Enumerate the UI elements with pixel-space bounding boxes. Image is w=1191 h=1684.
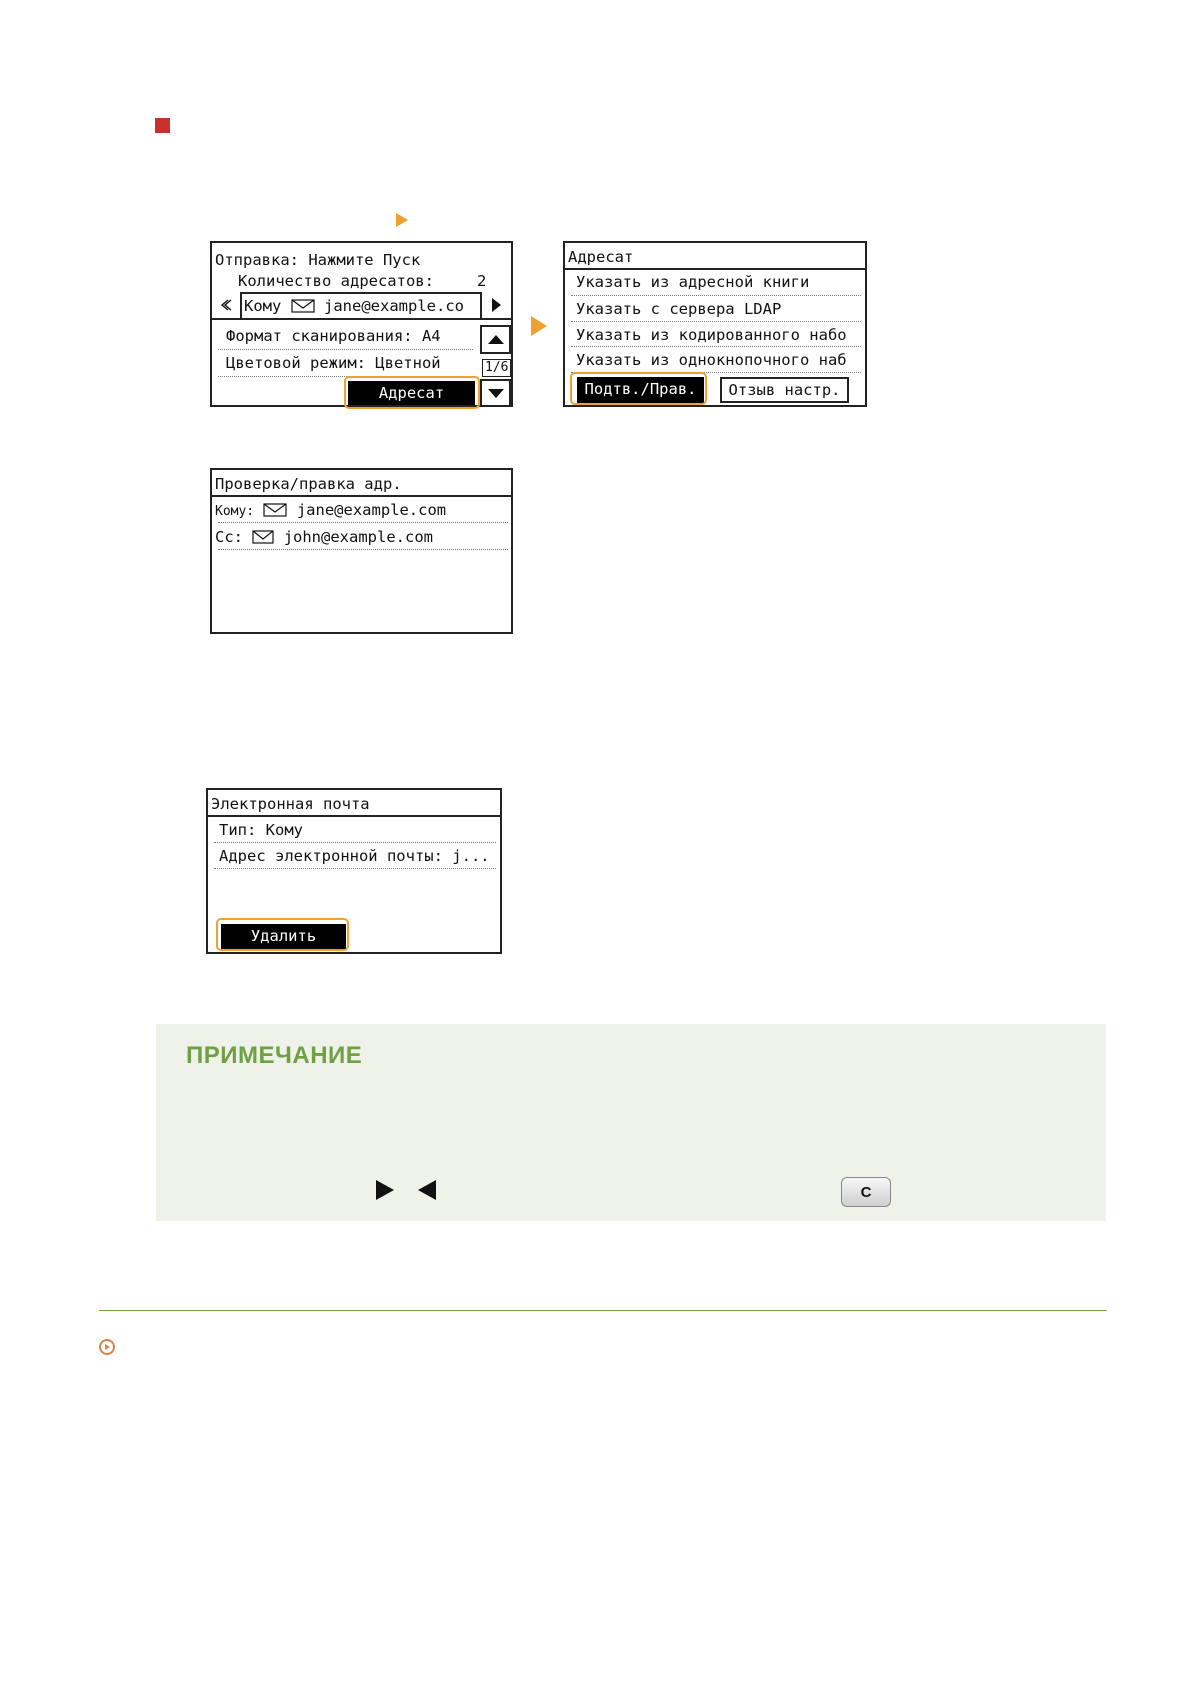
coded-dial-option[interactable]: Указать из кодированного набо — [576, 326, 847, 344]
cancel-settings-button[interactable]: Отзыв настр. — [720, 377, 849, 403]
left-arrow-key-icon — [416, 1178, 438, 1202]
to-address: jane@example.co — [324, 297, 464, 315]
scroll-down-button[interactable] — [480, 379, 511, 407]
right-arrow-key-icon — [374, 1178, 396, 1202]
confirm-edit-highlight — [570, 372, 707, 405]
delete-button[interactable]: Удалить — [221, 924, 346, 950]
step-arrow-icon — [396, 213, 408, 227]
one-touch-option[interactable]: Указать из однокнопочного наб — [576, 351, 847, 369]
check-edit-title: Проверка/правка адр. — [215, 475, 402, 493]
to-row-label: Кому: — [215, 504, 255, 519]
type-line: Тип: Кому — [219, 821, 303, 839]
scan-format-setting[interactable]: Формат сканирования: A4 — [226, 327, 441, 345]
up-triangle-icon — [488, 335, 504, 344]
scroll-up-button[interactable] — [480, 325, 511, 354]
cc-row-address: john@example.com — [283, 528, 433, 546]
email-address-line: Адрес электронной почты: j... — [219, 847, 490, 865]
down-triangle-icon — [488, 389, 504, 398]
to-row — [244, 296, 464, 316]
right-triangle-icon — [492, 298, 501, 312]
cc-row-label: Cc: — [215, 528, 243, 546]
delete-button-highlight — [216, 918, 349, 951]
page-indicator: 1/6 — [482, 359, 511, 377]
destination-button[interactable]: Адресат — [348, 381, 475, 407]
scroll-left-button[interactable] — [212, 292, 242, 318]
note-title: ПРИМЕЧАНИЕ — [186, 1042, 363, 1069]
clear-key-icon: C — [841, 1177, 891, 1207]
destination-count-value: 2 — [477, 272, 487, 290]
confirm-edit-button[interactable]: Подтв./Прав. — [577, 377, 704, 403]
to-row-address: jane@example.com — [296, 501, 447, 519]
email-title: Электронная почта — [211, 795, 370, 813]
color-mode-setting[interactable]: Цветовой режим: Цветной — [226, 354, 441, 372]
address-book-option[interactable]: Указать из адресной книги — [576, 273, 810, 291]
scroll-right-button[interactable] — [480, 292, 511, 318]
destination-button-highlight — [344, 376, 480, 409]
cc-address-row[interactable] — [215, 527, 433, 547]
to-address-row[interactable] — [215, 500, 446, 522]
send-status: Отправка: Нажмите Пуск — [215, 251, 421, 269]
check-edit-screen — [210, 468, 513, 634]
section-marker — [155, 118, 170, 133]
next-screen-arrow-icon — [531, 316, 547, 336]
envelope-icon — [291, 299, 315, 313]
double-chevron-left-icon — [219, 298, 233, 312]
envelope-icon — [252, 530, 274, 544]
section-divider — [99, 1310, 1107, 1311]
destination-title: Адресат — [568, 248, 634, 266]
ldap-option[interactable]: Указать с сервера LDAP — [576, 300, 782, 318]
destination-count-label: Количество адресатов: — [238, 272, 434, 290]
envelope-icon — [263, 503, 287, 517]
link-arrow-icon[interactable] — [99, 1339, 115, 1355]
to-label: Кому — [244, 297, 282, 315]
